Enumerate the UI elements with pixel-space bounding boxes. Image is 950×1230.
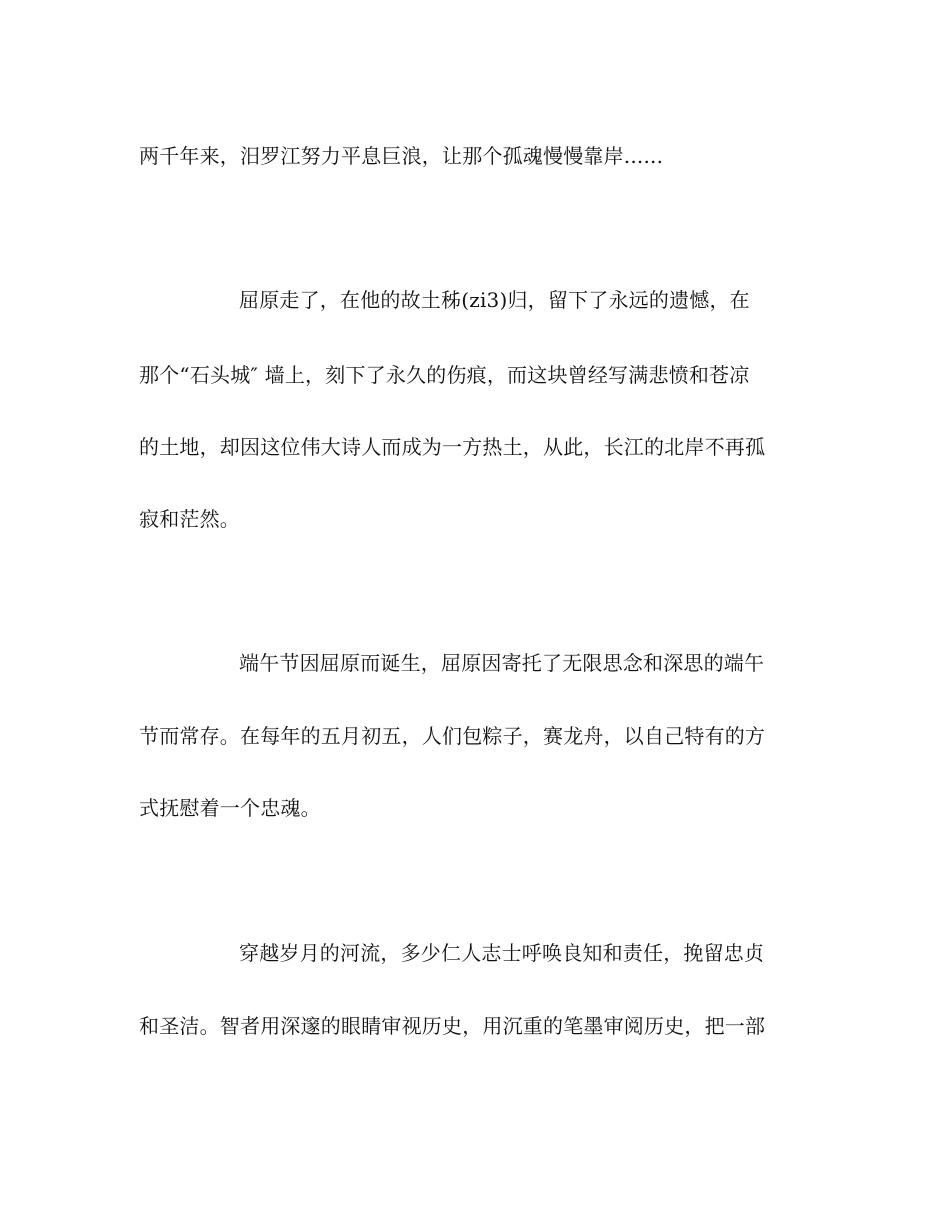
paragraph-line-6: 端午节因屈原而诞生，屈原因寄托了无限思念和深思的端午 (239, 651, 765, 675)
paragraph-line-3: 那个“石头城″ 墙上，刻下了永久的伤痕，而这块曾经写满悲愤和苍凉 (139, 363, 750, 387)
paragraph-line-5: 寂和茫然。 (139, 507, 240, 531)
paragraph-line-2: 屈原走了，在他的故土秭(zi3)归，留下了永远的遗憾，在 (239, 288, 750, 312)
paragraph-line-7: 节而常存。在每年的五月初五，人们包粽子，赛龙舟，以自己特有的方 (139, 724, 766, 748)
paragraph-line-10: 和圣洁。智者用深邃的眼睛审视历史，用沉重的笔墨审阅历史，把一部 (139, 1014, 766, 1038)
paragraph-line-4: 的土地，却因这位伟大诗人而成为一方热土，从此，长江的北岸不再孤 (139, 435, 766, 459)
paragraph-line-8: 式抚慰着一个忠魂。 (139, 796, 321, 820)
paragraph-line-9: 穿越岁月的河流，多少仁人志士呼唤良知和责任，挽留忠贞 (239, 941, 765, 965)
paragraph-line-1: 两千年来，汨罗江努力平息巨浪，让那个孤魂慢慢靠岸...... (139, 144, 664, 168)
